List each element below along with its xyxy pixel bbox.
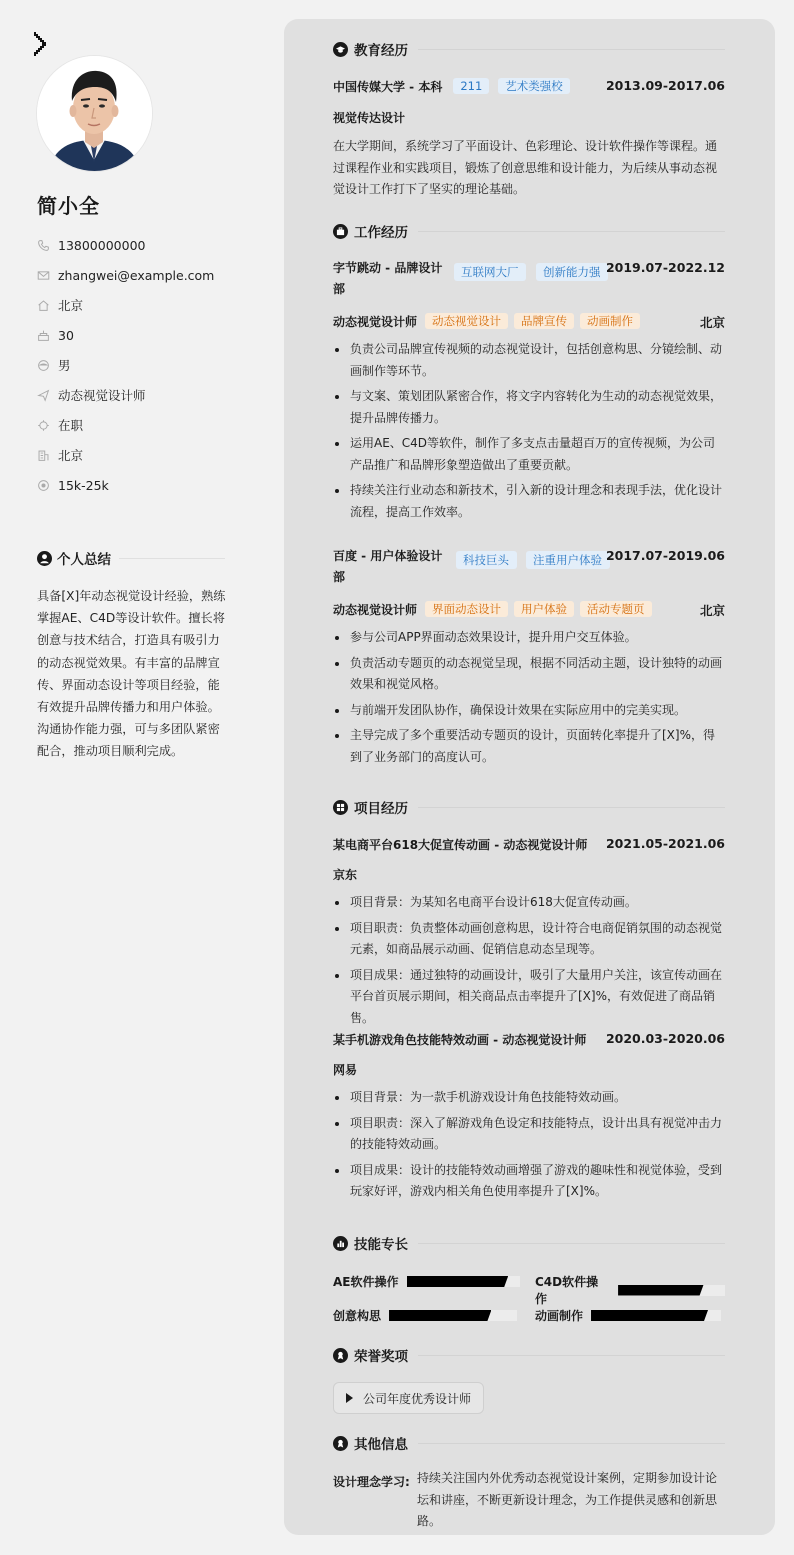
- info-email-value: zhangwei@example.com: [58, 267, 215, 283]
- list-item: 负责活动专题页的动态视觉呈现，根据不同活动主题，设计独特的动画效果和视觉风格。: [333, 653, 725, 696]
- list-item: 项目职责：深入了解游戏角色设定和技能特点，设计出具有视觉冲击力的技能特效动画。: [333, 1113, 725, 1156]
- position-tag: 品牌宣传: [514, 313, 574, 329]
- job-position: 动态视觉设计师: [333, 603, 418, 617]
- home-icon: [37, 299, 50, 312]
- user-circle-icon: [37, 551, 52, 566]
- section-work: [333, 221, 725, 764]
- skill-level: [618, 1285, 704, 1296]
- main-panel: [284, 19, 775, 1535]
- info-status: [37, 410, 237, 440]
- list-item: 持续关注行业动态和新技术，引入新的设计理念和表现手法，优化设计流程，提高工作效率。: [333, 480, 725, 523]
- skill-name: AE软件操作: [333, 1275, 399, 1289]
- phone-icon: [37, 239, 50, 252]
- info-phone: [37, 230, 237, 260]
- awards-heading: [333, 1345, 725, 1365]
- divider: [119, 558, 225, 559]
- info-salary-value: 15k-25k: [58, 477, 109, 493]
- info-status-value: 在职: [58, 418, 84, 433]
- award-icon: [333, 1436, 348, 1451]
- skill-level: [389, 1310, 491, 1321]
- divider: [418, 1443, 725, 1444]
- logo-icon: [32, 30, 52, 60]
- skill-bar: [618, 1285, 725, 1296]
- company-tag: 注重用户体验: [526, 551, 610, 569]
- project-row: [333, 836, 725, 853]
- grid-icon: [333, 800, 348, 815]
- summary-text: 具备[X]年动态视觉设计经验，熟练掌握AE、C4D等设计软件。擅长将创意与技术结合，打造具有吸引力的动态视觉效果。有丰富的品牌宣传、界面动态设计等项目经验，能有效提升品牌传播力和用户体验。沟通协作能力强，可与多团队紧密配合，推动项目顺利完成。: [37, 589, 226, 759]
- section-projects: [333, 797, 725, 1198]
- section-other: [333, 1433, 725, 1528]
- project-row: [333, 1031, 725, 1048]
- list-item: 主导完成了多个重要活动专题页的设计，页面转化率提升了[X]%，得到了业务部门的高度认可。: [333, 725, 725, 768]
- summary-heading: [37, 548, 225, 568]
- sidebar: [0, 0, 262, 1555]
- major: 视觉传达设计: [333, 111, 406, 125]
- job-position: 动态视觉设计师: [333, 315, 418, 329]
- list-item: 项目成果：设计的技能特效动画增强了游戏的趣味性和视觉体验，受到玩家好评，游戏内相关角色使用率提升了[X]%。: [333, 1160, 725, 1203]
- skill-item: [333, 1273, 520, 1290]
- school-name: 中国传媒大学 - 本科: [333, 80, 443, 94]
- list-item: 项目背景：为某知名电商平台设计618大促宣传动画。: [333, 892, 725, 914]
- skill-item: [535, 1307, 721, 1324]
- divider: [418, 231, 725, 232]
- award-item[interactable]: [333, 1382, 484, 1414]
- projects-title: 项目经历: [354, 801, 408, 817]
- skills-heading: [333, 1233, 725, 1253]
- project-date: 2020.03-2020.06: [605, 1031, 725, 1046]
- project-date: 2021.05-2021.06: [605, 836, 725, 851]
- job-company: 字节跳动 - 品牌设计部: [333, 261, 443, 296]
- summary-title: 个人总结: [57, 552, 111, 568]
- list-item: 与文案、策划团队紧密合作，将文字内容转化为生动的动态视觉效果，提升品牌传播力。: [333, 386, 725, 429]
- position-tag: 活动专题页: [580, 601, 652, 617]
- skill-name: C4D软件操作: [535, 1275, 599, 1306]
- list-item: 运用AE、C4D等软件，制作了多支点击量超百万的宣传视频，为公司产品推广和品牌形象塑造做出了重要贡献。: [333, 433, 725, 476]
- education-date: 2013.09-2017.06: [605, 78, 725, 93]
- profile-name: 简小全: [37, 194, 100, 218]
- info-position: [37, 380, 237, 410]
- bar-chart-icon: [333, 1236, 348, 1251]
- section-education: [333, 39, 725, 196]
- skill-item: [333, 1307, 517, 1324]
- job-city: 北京: [699, 315, 725, 330]
- info-phone-value: 13800000000: [58, 237, 146, 253]
- info-city: [37, 440, 237, 470]
- job-city: 北京: [699, 603, 725, 618]
- email-icon: [37, 269, 50, 282]
- info-address-value: 北京: [58, 298, 84, 313]
- work-title: 工作经历: [354, 225, 408, 241]
- project-client: 京东: [333, 868, 358, 882]
- info-gender: [37, 350, 237, 380]
- education-tag: 艺术类强校: [498, 78, 570, 94]
- info-city-value: 北京: [58, 448, 84, 463]
- status-icon: [37, 419, 50, 432]
- project-title: 某电商平台618大促宣传动画 - 动态视觉设计师: [333, 838, 588, 852]
- work-heading: [333, 221, 725, 241]
- graduation-cap-icon: [333, 42, 348, 57]
- job-position-row: [333, 601, 725, 618]
- other-text: 持续关注国内外优秀动态视觉设计案例，定期参加设计论坛和讲座，不断更新设计理念，为工作提供灵感和创新思路。: [417, 1471, 718, 1528]
- job-date: 2019.07-2022.12: [605, 260, 725, 275]
- project-title: 某手机游戏角色技能特效动画 - 动态视觉设计师: [333, 1033, 587, 1047]
- skill-name: 创意构思: [333, 1309, 382, 1323]
- project-points: [333, 892, 725, 1033]
- other-label: 设计理念学习:: [333, 1475, 410, 1489]
- education-description: 在大学期间，系统学习了平面设计、色彩理论、设计软件操作等课程。通过课程作业和实践项目，锻炼了创意思维和设计能力，为后续从事动态视觉设计工作打下了坚实的理论基础。: [333, 139, 718, 196]
- info-address: [37, 290, 237, 320]
- project-client: 网易: [333, 1063, 358, 1077]
- section-skills: [333, 1233, 725, 1323]
- section-awards: [333, 1345, 725, 1406]
- job-duties: [333, 627, 725, 772]
- award-label: 公司年度优秀设计师: [363, 1391, 472, 1406]
- info-email: [37, 260, 237, 290]
- skill-level: [407, 1276, 509, 1287]
- education-title: 教育经历: [354, 43, 408, 59]
- skill-bar: [389, 1310, 517, 1321]
- contact-info: [37, 230, 237, 500]
- project-points: [333, 1087, 725, 1207]
- position-tag: 动态视觉设计: [425, 313, 508, 329]
- company-tag: 创新能力强: [536, 263, 608, 281]
- skill-level: [591, 1310, 708, 1321]
- send-icon: [37, 389, 50, 402]
- info-gender-value: 男: [58, 358, 71, 373]
- position-tag: 用户体验: [514, 601, 574, 617]
- position-tag: 动画制作: [580, 313, 640, 329]
- education-tag: 211: [453, 78, 489, 94]
- company-tag: 互联网大厂: [454, 263, 526, 281]
- projects-heading: [333, 797, 725, 817]
- play-icon: [346, 1393, 353, 1403]
- awards-title: 荣誉奖项: [354, 1349, 408, 1365]
- divider: [418, 1243, 725, 1244]
- skill-item: [535, 1273, 725, 1307]
- info-age: [37, 320, 237, 350]
- other-heading: [333, 1433, 725, 1453]
- list-item: 项目职责：负责整体动画创意构思，设计符合电商促销氛围的动态视觉元素，如商品展示动画、促销信息动态呈现等。: [333, 918, 725, 961]
- list-item: 负责公司品牌宣传视频的动态视觉设计，包括创意构思、分镜绘制、动画制作等环节。: [333, 339, 725, 382]
- company-tag: 科技巨头: [456, 551, 517, 569]
- info-position-value: 动态视觉设计师: [58, 388, 146, 403]
- job-date: 2017.07-2019.06: [605, 548, 725, 563]
- other-title: 其他信息: [354, 1437, 408, 1453]
- gender-icon: [37, 359, 50, 372]
- education-row: [333, 78, 725, 95]
- skill-name: 动画制作: [535, 1309, 584, 1323]
- job-position-row: [333, 313, 725, 330]
- divider: [418, 1355, 725, 1356]
- info-age-value: 30: [58, 327, 74, 343]
- building-icon: [37, 449, 50, 462]
- briefcase-icon: [333, 224, 348, 239]
- list-item: 项目成果：通过独特的动画设计，吸引了大量用户关注，该宣传动画在平台首页展示期间，相关商品点击率提升了[X]%，有效促进了商品销售。: [333, 965, 725, 1030]
- salary-icon: [37, 479, 50, 492]
- position-tag: 界面动态设计: [425, 601, 508, 617]
- job-company: 百度 - 用户体验设计部: [333, 549, 443, 584]
- job-duties: [333, 339, 725, 527]
- divider: [418, 807, 725, 808]
- award-icon: [333, 1348, 348, 1363]
- list-item: 参与公司APP界面动态效果设计，提升用户交互体验。: [333, 627, 725, 649]
- education-heading: [333, 39, 725, 59]
- age-icon: [37, 329, 50, 342]
- avatar: [37, 56, 152, 171]
- info-salary: [37, 470, 237, 500]
- skill-bar: [407, 1276, 520, 1287]
- divider: [418, 49, 725, 50]
- skill-bar: [591, 1310, 721, 1321]
- list-item: 与前端开发团队协作，确保设计效果在实际应用中的完美实现。: [333, 700, 725, 722]
- skills-title: 技能专长: [354, 1237, 408, 1253]
- list-item: 项目背景：为一款手机游戏设计角色技能特效动画。: [333, 1087, 725, 1109]
